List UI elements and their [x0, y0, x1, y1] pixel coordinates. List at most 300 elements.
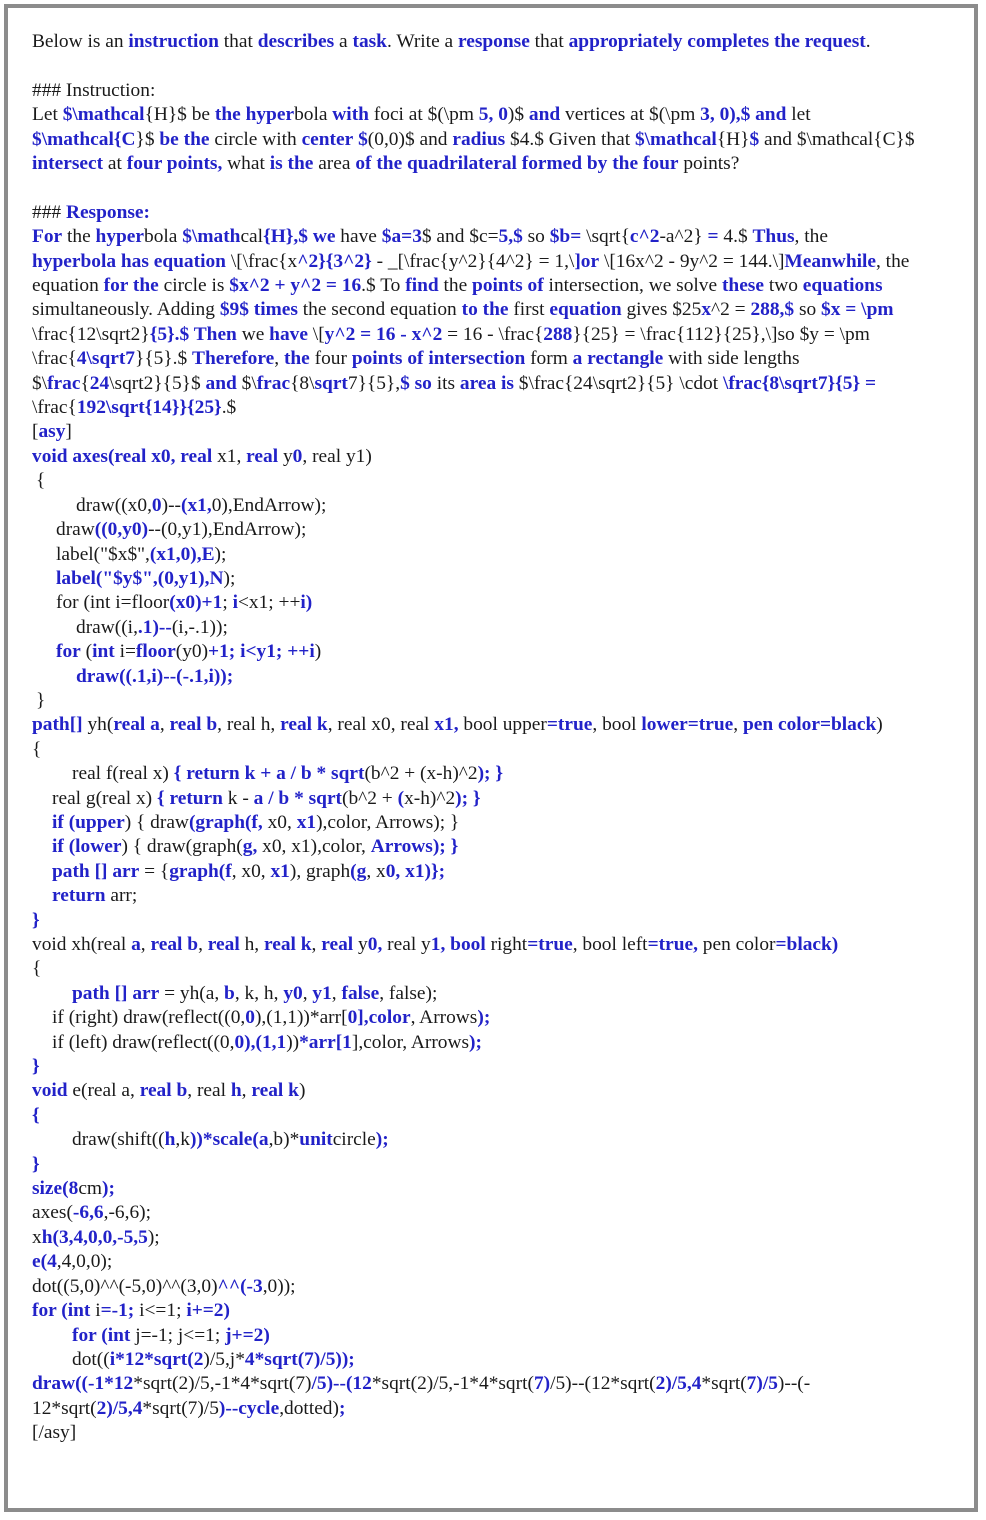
highlighted-text: $x^2 + y^2 = 16 — [229, 275, 362, 297]
code-line — [32, 835, 962, 859]
highlighted-text: h — [164, 1129, 176, 1151]
text-segment: ],color, Arrows — [351, 1031, 470, 1053]
text-segment: ),(1,1))*arr[ — [254, 1007, 348, 1029]
highlighted-text: 7)/5)); — [304, 1348, 355, 1370]
code-line — [32, 1226, 962, 1250]
highlighted-text: ^^(-3 — [217, 1275, 263, 1297]
highlighted-text: )--cycle — [218, 1397, 280, 1419]
response-line — [32, 420, 962, 444]
highlighted-text: and — [205, 372, 237, 394]
text-segment: axes( — [32, 1202, 73, 1224]
text-segment: 7}{5}, — [347, 372, 401, 394]
highlighted-text: is the — [269, 153, 314, 175]
highlighted-text: 0 — [151, 494, 162, 516]
highlighted-text: label("$y$",(0,y1),N — [56, 567, 224, 589]
text-segment: = yh(a, — [159, 982, 225, 1004]
text-segment: . — [865, 31, 871, 52]
text-segment: simultaneously. Adding — [32, 299, 220, 321]
response-line — [32, 323, 962, 347]
highlighted-text: real — [246, 445, 279, 467]
text-segment: $\ — [236, 372, 257, 394]
highlighted-text: floor — [135, 641, 176, 663]
highlighted-text: 1, — [430, 934, 446, 955]
highlighted-text: 5, 0 — [478, 104, 508, 126]
text-segment: (b^2 + (x-h)^2 — [364, 763, 478, 785]
text-segment: bool upper — [458, 714, 547, 736]
highlighted-text: 288 — [543, 323, 573, 345]
text-segment: ,-6,6); — [103, 1202, 152, 1224]
highlighted-text: For — [32, 226, 63, 248]
text-segment: for (int i=floor — [56, 592, 170, 614]
code-line — [32, 1275, 962, 1299]
highlighted-text: b — [224, 982, 235, 1004]
highlighted-text: h — [230, 1080, 242, 1102]
text-segment: ),color, — [316, 811, 376, 833]
text-segment: \sqrt{ — [581, 226, 630, 248]
highlighted-text: Arrows); } — [370, 836, 459, 858]
highlighted-text: unit — [299, 1129, 333, 1151]
text-segment: void xh(real — [32, 934, 132, 955]
text-segment: real f(real x) — [72, 763, 174, 785]
highlighted-text: real — [207, 934, 240, 955]
highlighted-text: =true — [546, 714, 593, 736]
text-segment: *sqrt( — [701, 1373, 747, 1395]
text-segment: , — [311, 934, 322, 955]
text-segment: ,color, — [317, 836, 371, 858]
highlighted-text: \frac{8\sqrt7}{5} = — [722, 372, 877, 394]
highlighted-text: asy — [38, 421, 66, 443]
highlighted-text: } — [32, 1056, 40, 1078]
highlighted-text: ]or — [574, 250, 600, 272]
text-segment: ); — [147, 1226, 160, 1248]
highlighted-text: false — [341, 982, 380, 1004]
highlighted-text: instruction — [128, 31, 219, 52]
text-segment: } — [36, 689, 46, 711]
highlighted-text: size(8 — [32, 1178, 79, 1200]
code-line — [32, 1128, 962, 1152]
highlighted-text: if (lower — [52, 836, 122, 858]
blank-line — [32, 176, 962, 200]
text-segment: ,4,0,0); — [56, 1251, 113, 1273]
text-segment: label("$x$", — [56, 543, 150, 565]
highlighted-text: h(3,4,0,0,-5,5 — [41, 1226, 148, 1248]
highlighted-text: x1 — [270, 860, 290, 882]
highlighted-text: {H},$ we — [263, 226, 336, 248]
highlighted-text: real b — [169, 714, 218, 736]
text-segment: x1, — [212, 445, 247, 467]
highlighted-text: 288,$ — [750, 299, 795, 321]
highlighted-text: {5}.$ Then — [149, 323, 237, 345]
highlighted-text: $\mathcal — [634, 128, 717, 150]
highlighted-text: j+=2) — [225, 1324, 270, 1346]
highlighted-text: 4\sqrt7 — [76, 348, 136, 370]
code-line — [32, 884, 962, 908]
highlighted-text: $\math — [182, 226, 241, 248]
highlighted-text: i*12*sqrt(2 — [109, 1348, 204, 1370]
text-segment: that — [529, 31, 569, 52]
text-segment: ^2 = — [711, 299, 751, 321]
text-segment: )/5,j* — [203, 1348, 245, 1370]
text-segment: }{25} = \frac{112}{25},\]so $y = \pm — [572, 323, 870, 345]
highlighted-text: ); — [469, 1031, 482, 1053]
highlighted-text: these — [721, 275, 764, 297]
text-segment: first — [508, 299, 550, 321]
text-segment: , real y1) — [302, 445, 372, 467]
highlighted-text: (graph(f, — [188, 811, 263, 833]
text-segment: pen color — [697, 934, 776, 955]
highlighted-text: ))*scale( — [189, 1129, 259, 1151]
text-segment: )$ — [507, 104, 529, 126]
text-segment: the — [438, 275, 473, 297]
text-segment: that — [218, 31, 258, 52]
highlighted-text: 0, x — [385, 860, 415, 882]
highlighted-text: ; — [338, 1397, 346, 1419]
response-line — [32, 372, 962, 396]
text-segment: 12*sqrt( — [32, 1397, 97, 1419]
highlighted-text: ( — [397, 787, 405, 809]
highlighted-text: 3, 0),$ and — [700, 104, 787, 126]
text-segment: *sqrt(7)/5 — [142, 1397, 219, 1419]
text-segment: the — [62, 226, 96, 248]
highlighted-text: center — [301, 128, 354, 150]
text-segment: ) — [314, 641, 322, 663]
text-segment: ); — [214, 543, 227, 565]
highlighted-text: $ — [749, 128, 760, 150]
code-line — [32, 982, 962, 1006]
highlighted-text: frac — [47, 372, 81, 394]
text-segment: x0, — [262, 811, 297, 833]
text-segment: ,b)* — [268, 1129, 300, 1151]
highlighted-text: path [] arr — [72, 982, 160, 1004]
highlighted-text: ); — [102, 1178, 115, 1200]
text-segment: two — [763, 275, 803, 297]
code-line — [32, 933, 962, 957]
code-line — [32, 567, 962, 591]
text-segment: Below is an — [32, 31, 129, 52]
text-segment: cal — [240, 226, 264, 248]
text-segment: j=-1; j<=1; — [130, 1324, 226, 1346]
code-line — [32, 713, 962, 737]
text-segment: form — [525, 348, 573, 370]
highlighted-text: return — [52, 885, 106, 907]
response-line — [32, 396, 962, 420]
code-line — [32, 762, 962, 786]
text-segment: 4.$ — [718, 226, 753, 248]
highlighted-text: -6,6 — [72, 1202, 104, 1224]
text-segment: , false); — [379, 982, 438, 1004]
document-frame — [4, 4, 978, 1512]
code-line — [32, 909, 962, 933]
highlighted-text: =black) — [775, 934, 839, 955]
highlighted-text: y1 — [312, 982, 332, 1004]
code-line — [32, 957, 962, 981]
text-segment: gives $25 — [621, 299, 702, 321]
highlighted-text: 5,$ — [498, 226, 523, 248]
highlighted-text: i+=2) — [186, 1300, 230, 1322]
highlighted-text: (x1,0), — [149, 543, 202, 565]
instruction-line — [32, 128, 962, 152]
highlighted-text: radius — [452, 128, 506, 150]
highlighted-text: e(4 — [32, 1251, 57, 1273]
code-line — [32, 494, 962, 518]
highlighted-text: for the — [103, 275, 159, 297]
text-segment: /5)--(12*sqrt( — [550, 1373, 656, 1395]
highlighted-text: 4*sqrt( — [244, 1348, 305, 1370]
highlighted-text: real k — [280, 714, 328, 736]
text-segment: \[ — [307, 323, 325, 345]
code-line — [32, 689, 962, 713]
highlighted-text: x1, — [434, 714, 459, 736]
text-segment: \[16x^2 - 9y^2 = 144.\] — [599, 250, 785, 272]
highlighted-text: +1; i<y1; ++i — [208, 641, 315, 663]
highlighted-text: sqrt — [314, 372, 348, 394]
code-line — [32, 787, 962, 811]
text-segment: with side lengths — [663, 348, 800, 370]
code-line — [32, 469, 962, 493]
text-segment: ,0)); — [262, 1275, 296, 1297]
text-segment: ); — [223, 567, 236, 589]
code-line — [32, 1324, 962, 1348]
text-segment: real y — [382, 934, 431, 955]
document-body — [32, 30, 962, 1446]
text-segment: at — [103, 153, 127, 175]
highlighted-text: task — [352, 31, 387, 52]
text-segment: {H}$ be — [144, 104, 215, 126]
text-segment: (i,-.1)); — [171, 616, 228, 638]
code-section — [32, 469, 962, 1445]
text-segment: , — [159, 714, 170, 736]
code-line — [32, 1421, 962, 1445]
text-segment: what — [222, 153, 270, 175]
highlighted-text: to the — [461, 299, 509, 321]
text-segment: \frac{ — [32, 397, 77, 419]
text-segment: $\ — [32, 372, 48, 394]
highlighted-text: for (int — [72, 1324, 131, 1346]
code-line — [32, 1079, 962, 1103]
highlighted-text: intersect — [32, 153, 104, 175]
highlighted-text: bool — [450, 934, 486, 955]
highlighted-text: ); — [375, 1129, 389, 1151]
text-segment: right — [485, 934, 528, 955]
highlighted-text: points of intersection — [351, 348, 526, 370]
response-line — [32, 347, 962, 371]
text-segment: (b^2 + — [342, 787, 398, 809]
text-segment: so — [522, 226, 550, 248]
text-segment: area — [313, 153, 356, 175]
text-segment: the second equation — [297, 299, 462, 321]
highlighted-text: 0 — [245, 1007, 255, 1029]
text-segment: \frac{12\sqrt2} — [32, 323, 150, 345]
highlighted-text: } — [32, 909, 40, 931]
highlighted-text: $ so — [400, 372, 432, 394]
text-segment: cm — [78, 1178, 103, 1200]
text-segment: $ and $c= — [421, 226, 499, 248]
highlighted-text: $\mathcal{ — [32, 128, 122, 150]
text-segment: ) { draw(graph( — [121, 836, 243, 858]
highlighted-text: a / b * sqrt — [253, 787, 343, 809]
highlighted-text: the hyper — [214, 104, 295, 126]
text-segment: x0, x1) — [257, 836, 318, 858]
text-segment: , real x0, real — [327, 714, 435, 736]
highlighted-text: 2)/5,4 — [655, 1373, 702, 1395]
highlighted-text: Meanwhile — [784, 250, 876, 272]
highlighted-text: path[] — [32, 714, 83, 736]
text-segment: draw — [56, 519, 95, 541]
text-segment: --(0,y1),EndArrow); — [148, 519, 307, 541]
highlighted-text: { return k + a / b * sqrt — [173, 763, 365, 785]
highlighted-text: real k — [251, 1080, 299, 1102]
highlighted-text: if (upper — [52, 811, 125, 833]
instruction-section — [32, 79, 962, 177]
text-segment: { — [80, 372, 90, 394]
text-segment: $\frac{24\sqrt2}{5} \cdot — [513, 372, 723, 394]
highlighted-text: $ — [358, 128, 368, 150]
text-segment: )) — [286, 1031, 300, 1053]
code-line — [32, 1153, 962, 1177]
text-segment: , x0, — [231, 860, 271, 882]
response-line — [32, 201, 962, 225]
highlighted-text: a rectangle — [572, 348, 664, 370]
highlighted-text: x — [701, 299, 712, 321]
highlighted-text: real k — [263, 934, 312, 955]
highlighted-text: appropriately completes the request — [568, 31, 866, 52]
text-segment: we — [236, 323, 270, 345]
text-segment: , the — [875, 250, 910, 272]
text-segment: -a^2} — [659, 226, 708, 248]
text-segment: Let — [32, 104, 63, 126]
text-segment: points? — [678, 153, 740, 175]
blank-line — [32, 54, 962, 78]
highlighted-text: (g — [350, 860, 367, 882]
highlighted-text: have — [269, 323, 308, 345]
highlighted-text: real b — [150, 934, 199, 955]
highlighted-text: void — [32, 1080, 68, 1102]
code-line — [32, 1006, 962, 1030]
text-segment: if (right) draw(reflect((0, — [52, 1007, 246, 1029]
text-segment: x-h)^2 — [404, 787, 456, 809]
highlighted-text: hyperbola has equation — [32, 250, 226, 272]
text-segment: draw((i, — [76, 616, 138, 638]
text-segment: \frac{ — [32, 348, 77, 370]
text-segment: , — [140, 934, 151, 955]
text-segment: , the — [794, 226, 828, 248]
response-line — [32, 250, 962, 274]
highlighted-text: hyper — [95, 226, 145, 248]
highlighted-text: =true, — [647, 934, 698, 955]
highlighted-text: four points, — [126, 153, 223, 175]
response-line — [32, 445, 962, 469]
text-segment: x — [32, 1226, 42, 1248]
highlighted-text: *arr[1 — [299, 1031, 352, 1053]
highlighted-text: and — [528, 104, 561, 126]
highlighted-text: E — [201, 543, 215, 565]
code-line — [32, 1177, 962, 1201]
text-segment: yh( — [82, 714, 114, 736]
highlighted-text: response — [457, 31, 530, 52]
text-segment: { — [36, 470, 46, 492]
text-segment: ) { draw — [124, 811, 189, 833]
text-segment: <x1; ++ — [237, 592, 301, 614]
text-segment: .$ To — [361, 275, 406, 297]
highlighted-text: (x1, — [181, 494, 212, 516]
text-segment: ; — [222, 592, 233, 614]
highlighted-text: 0 — [292, 445, 303, 467]
highlighted-text: equations — [802, 275, 883, 297]
code-line — [32, 1372, 962, 1396]
text-segment: if (left) draw(reflect((0, — [52, 1031, 235, 1053]
highlighted-text: 0, — [367, 934, 383, 955]
highlighted-text: /5)--(12 — [311, 1373, 372, 1395]
highlighted-text: $\mathcal — [62, 104, 145, 126]
highlighted-text: lower=true — [641, 714, 734, 736]
text-segment: , k, h, — [234, 982, 284, 1004]
text-segment: , bool left — [572, 934, 648, 955]
highlighted-text: path [] arr — [52, 860, 140, 882]
text-segment: { — [32, 738, 42, 760]
highlighted-text: ((0,y0) — [94, 519, 149, 541]
text-segment: \[\frac{x — [225, 250, 298, 272]
text-segment: h, — [239, 934, 264, 955]
text-segment: e(real a, — [67, 1080, 140, 1102]
highlighted-text: y^2 = 16 - x^2 — [324, 323, 443, 345]
text-segment: . Write a — [386, 31, 458, 52]
text-segment: 0),EndArrow); — [211, 494, 327, 516]
code-line — [32, 640, 962, 664]
highlighted-text: 192\sqrt{14}}{25} — [76, 397, 222, 419]
highlighted-text: describes — [257, 31, 335, 52]
highlighted-text: C — [121, 128, 136, 150]
code-line — [32, 665, 962, 689]
text-segment: , — [733, 714, 743, 736]
code-line — [32, 811, 962, 835]
text-segment: i= — [114, 641, 136, 663]
text-segment: \sqrt2}{5}$ — [109, 372, 206, 394]
text-segment: )-- — [161, 494, 181, 516]
highlighted-text: } — [32, 1153, 40, 1175]
text-segment: and $\mathcal{C}$ — [759, 128, 915, 150]
text-segment: ( — [80, 641, 93, 663]
code-line — [32, 1055, 962, 1079]
highlighted-text: area is — [459, 372, 514, 394]
instruction-line — [32, 152, 962, 176]
highlighted-text: points of — [472, 275, 544, 297]
text-segment: , real — [187, 1080, 231, 1102]
code-line — [32, 860, 962, 884]
highlighted-text: 0],color — [347, 1007, 411, 1029]
highlighted-text: with — [332, 104, 369, 126]
highlighted-text: for (int — [32, 1300, 91, 1322]
text-segment: bola — [294, 104, 333, 126]
text-segment: ] — [65, 421, 72, 443]
instruction-line — [32, 79, 962, 103]
highlighted-text: c^2 — [629, 226, 660, 248]
highlighted-text: int — [92, 641, 115, 663]
highlighted-text: find — [405, 275, 439, 297]
highlighted-text: $x = \pm — [821, 299, 894, 321]
code-line — [32, 1104, 962, 1128]
text-segment: , Arrows — [410, 1007, 478, 1029]
highlighted-text: $a=3 — [381, 226, 422, 248]
highlighted-text: be the — [159, 128, 210, 150]
code-line — [32, 1031, 962, 1055]
text-segment: ### Instruction: — [32, 79, 156, 101]
highlighted-text: real a — [113, 714, 160, 736]
highlighted-text: a — [258, 1129, 269, 1151]
highlighted-text: ); } — [477, 763, 503, 785]
text-segment: ), graph — [289, 860, 351, 882]
text-segment: , — [198, 934, 208, 955]
header-line — [32, 30, 962, 54]
